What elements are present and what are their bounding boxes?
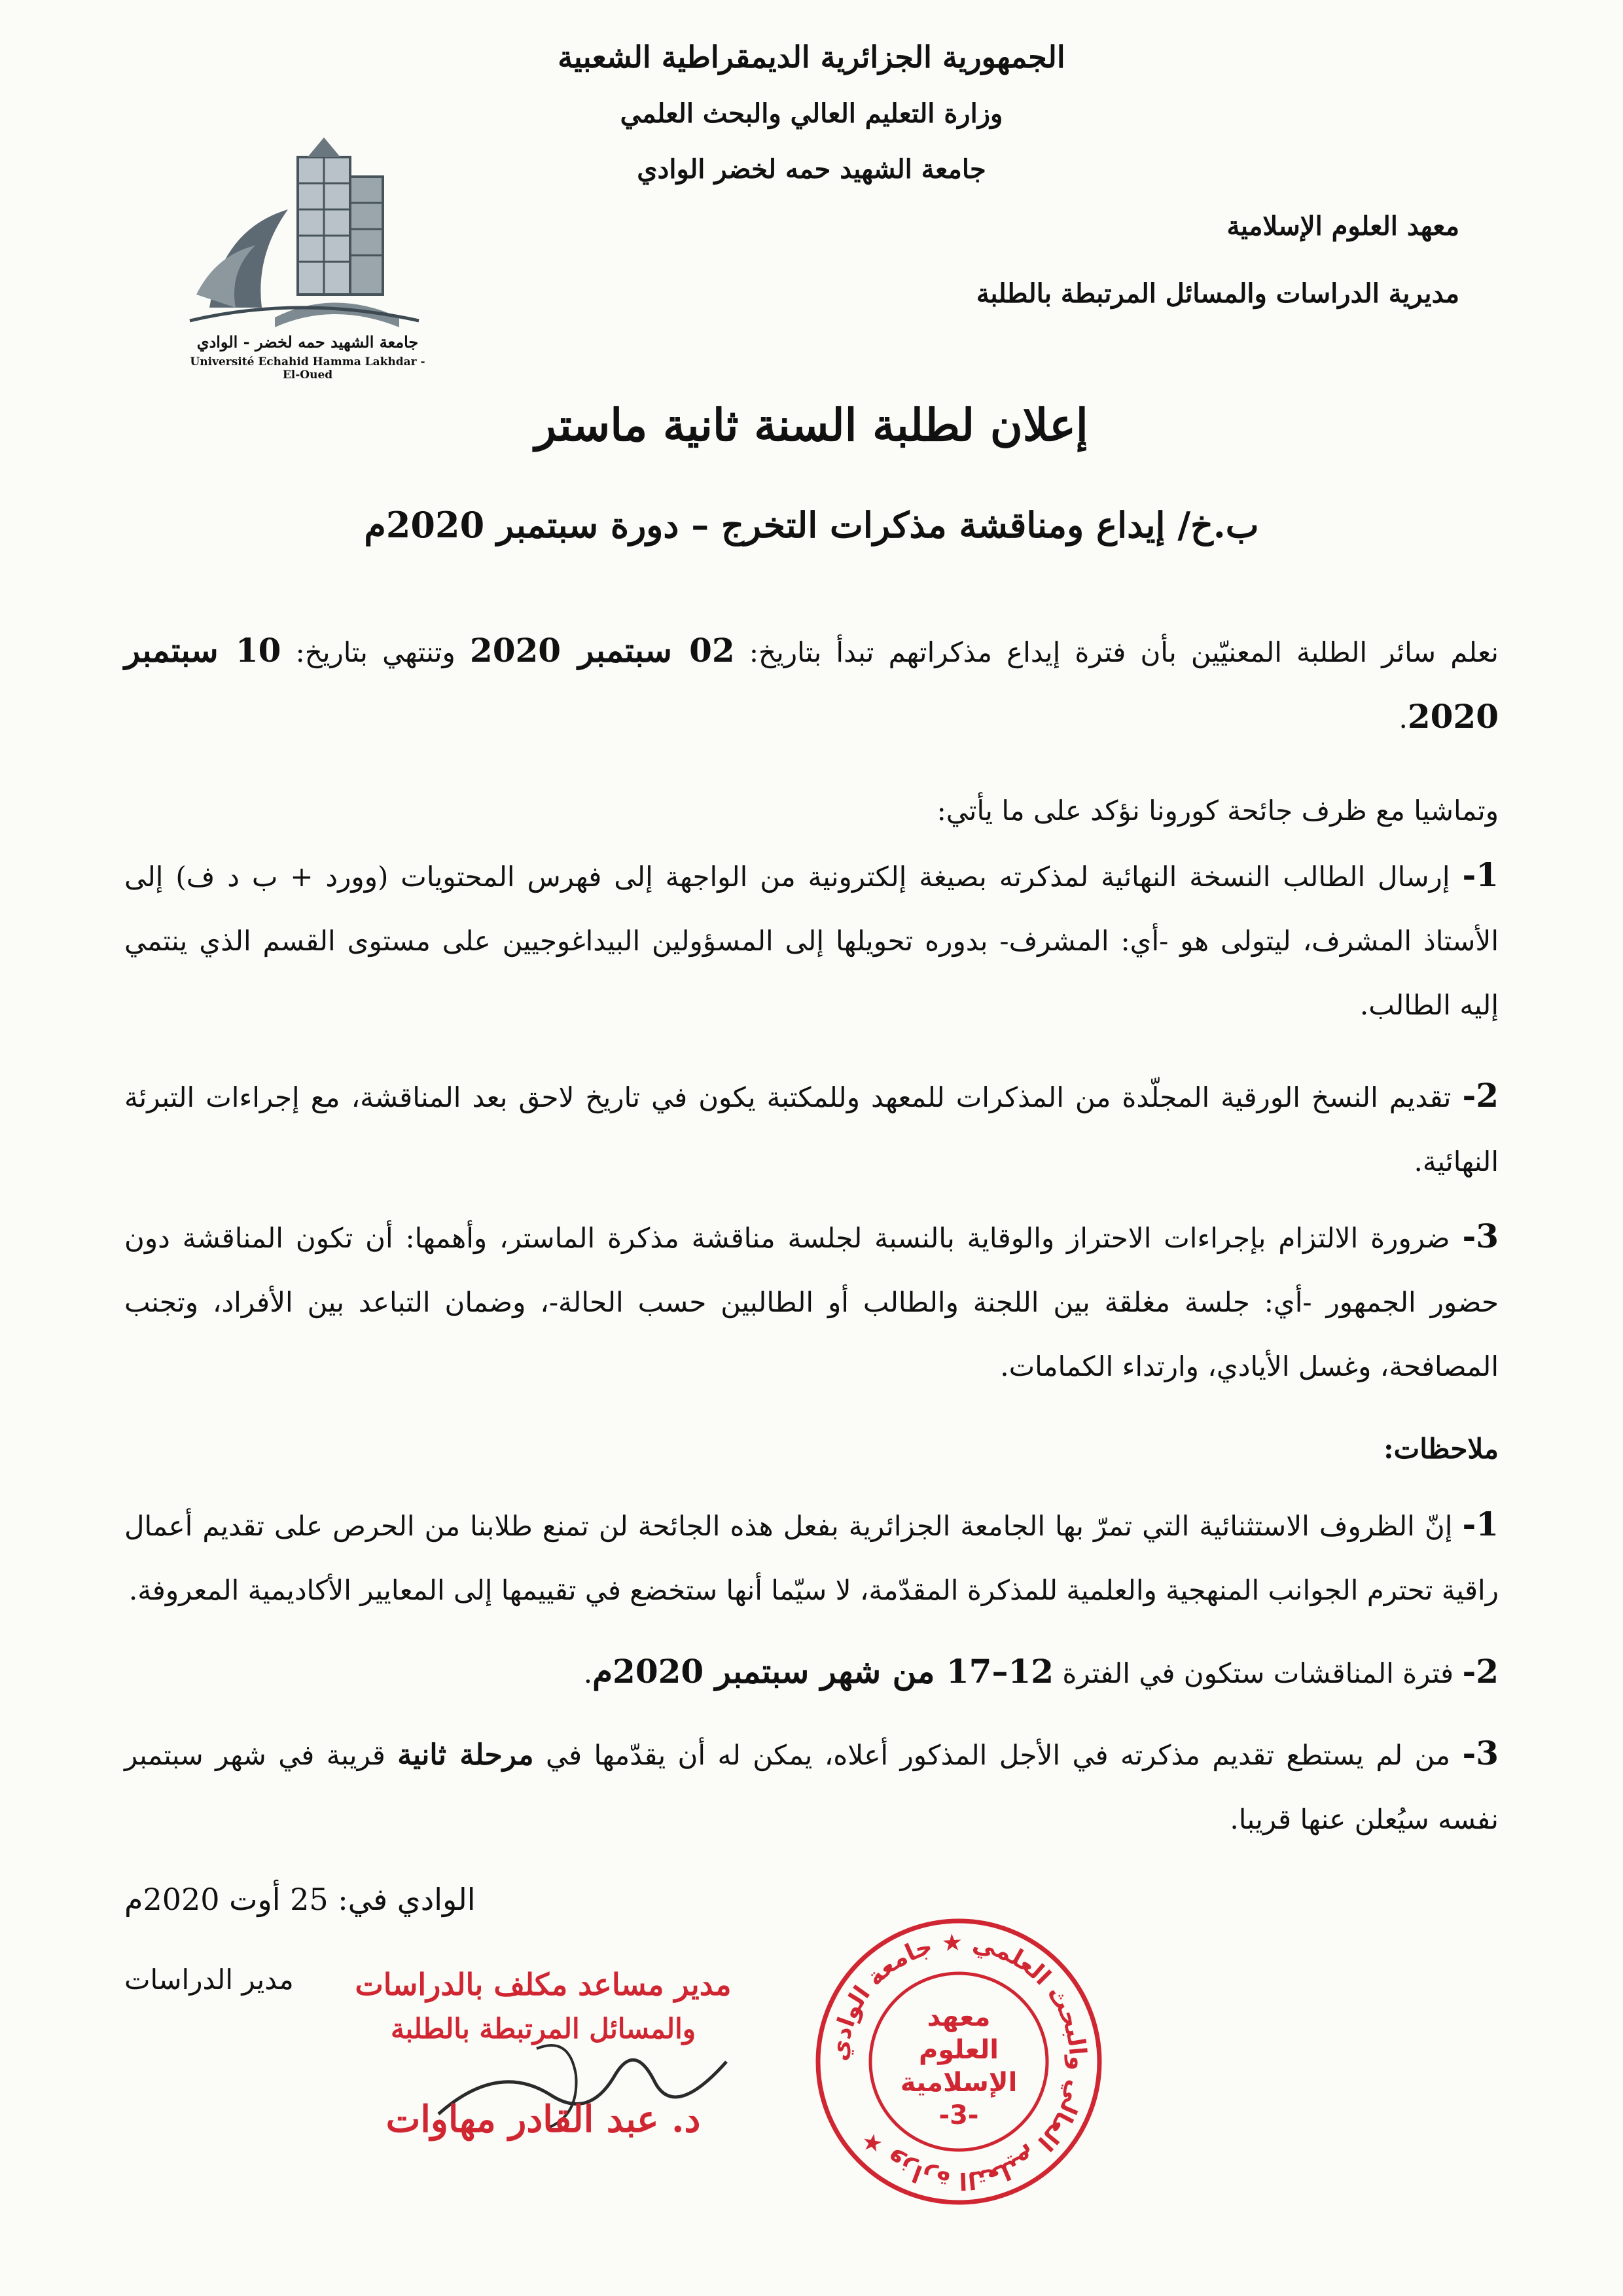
signatory-title: مدير الدراسات (124, 1964, 294, 1996)
signature-name: د. عبد القادر مهاوات (385, 2098, 701, 2141)
point-1 (124, 843, 1499, 1037)
header-directorate: مديرية الدراسات والمسائل المرتبطة بالطلبة (976, 278, 1459, 309)
header-institute: معهد العلوم الإسلامية (1226, 211, 1459, 242)
point-1-number: 1- (1462, 855, 1499, 894)
note-3 (124, 1721, 1499, 1852)
point-3-number: 3- (1462, 1217, 1499, 1255)
stamp-line-3: الإسلامية (900, 2068, 1018, 2098)
place-date: الوادي في: 25 أوت 2020م (124, 1882, 476, 1917)
note-2 (124, 1640, 1499, 1706)
corona-intro: وتماشيا مع ظرف جائحة كورونا نؤكد على ما يأتي: (936, 795, 1499, 827)
note-2-bold-period: 12–17 من شهر سبتمبر 2020م (592, 1652, 1054, 1691)
note-1 (124, 1492, 1499, 1623)
logo-caption-french: Université Echahid Hamma Lakhdar - El-Oued (190, 355, 425, 382)
logo-caption-arabic: جامعة الشهيد حمه لخضر - الوادي (196, 332, 419, 351)
university-logo (183, 131, 432, 380)
stamp-line-2: العلوم (918, 2035, 999, 2065)
header-ministry: وزارة التعليم العالي والبحث العلمي (620, 98, 1003, 129)
intro-start-date: 02 سبتمبر 2020 (469, 631, 735, 670)
note-3-number: 3- (1462, 1734, 1499, 1772)
intro-text-before: نعلم سائر الطلبة المعنيّين بأن فترة إيداع مذكراتهم تبدأ بتاريخ: (734, 636, 1499, 668)
stamp-ring-text: وزارة التعليم العالي والبحث العلمي ★ جامعة الوادي ★ (826, 1929, 1092, 2195)
note-3-text-after: قريبة في شهر سبتمبر نفسه سيُعلن عنها قريبا. (124, 1739, 1499, 1835)
point-1-text: إرسال الطالب النسخة النهائية لمذكرته بصيغة إلكترونية من الواجهة إلى فهرس المحتويات (وورد + ب د ف) إلى الأستاذ المشرف، ليتولى هو -أي: المشرف- بدوره تحويلها إلى المسؤولين البيداغوجيين على مستوى القسم الذي ينتمي إليه الطالب. (124, 861, 1499, 1021)
signature-line-1: مدير مساعد مكلف بالدراسات (355, 1967, 732, 2002)
note-2-punct: . (583, 1657, 593, 1689)
intro-end-punct: . (1399, 702, 1408, 734)
page-title: إعلان لطلبة السنة ثانية ماستر (535, 399, 1088, 452)
intro-end-date: 10 سبتمبر 2020 (124, 631, 1499, 736)
notes-heading: ملاحظات: (1383, 1433, 1499, 1465)
point-2-number: 2- (1462, 1076, 1499, 1115)
note-2-number: 2- (1462, 1652, 1499, 1691)
note-1-number: 1- (1462, 1505, 1499, 1543)
signature-line-2: والمسائل المرتبطة بالطلبة (390, 2013, 696, 2045)
intro-text-middle: وتنتهي بتاريخ: (281, 636, 470, 668)
university-logo-graphic (183, 131, 432, 334)
header-university: جامعة الشهيد حمه لخضر الوادي (637, 154, 986, 185)
intro-paragraph (124, 619, 1499, 751)
point-2 (124, 1064, 1499, 1194)
point-3 (124, 1204, 1499, 1399)
header-republic: الجمهورية الجزائرية الديمقراطية الشعبية (558, 39, 1065, 75)
note-1-text: إنّ الظروف الاستثنائية التي تمرّ بها الجامعة الجزائرية بفعل هذه الجائحة لن تمنع طلابنا من الحرص على تقديم أعمال راقية تحترم الجوانب المنهجية والعلمية للمذكرة المقدّمة، لا سيّما أنها ستخضع في تقييمها إلى المعايير الأكاديمية المعروفة. (124, 1510, 1499, 1606)
official-stamp (808, 1911, 1109, 2212)
stamp-number: -3- (938, 2100, 979, 2130)
stamp-line-1: معهد (927, 2002, 991, 2032)
point-2-text: تقديم النسخ الورقية المجلّدة من المذكرات للمعهد وللمكتبة يكون في تاريخ لاحق بعد المناقشة، مع إجراءات التبرئة النهائية. (124, 1081, 1499, 1177)
note-3-bold-phase: مرحلة ثانية (397, 1738, 534, 1772)
page-subtitle: ب.خ/ إيداع ومناقشة مذكرات التخرج – دورة سبتمبر 2020م (364, 504, 1259, 546)
point-3-text: ضرورة الالتزام بإجراءات الاحتراز والوقاية بالنسبة لجلسة مناقشة مذكرة الماستر، وأهمها: أن تكون المناقشة دون حضور الجمهور -أي: جلسة مغلقة بين اللجنة والطالب أو الطالبين حسب الحالة-، وضمان التباعد بين الأفراد، وتجنب المصافحة، وغسل الأيادي، وارتداء الكمامات. (124, 1222, 1499, 1382)
note-3-text-before: من لم يستطع تقديم مذكرته في الأجل المذكور أعلاه، يمكن له أن يقدّمها في (533, 1739, 1463, 1771)
note-2-text: فترة المناقشات ستكون في الفترة (1054, 1657, 1463, 1689)
